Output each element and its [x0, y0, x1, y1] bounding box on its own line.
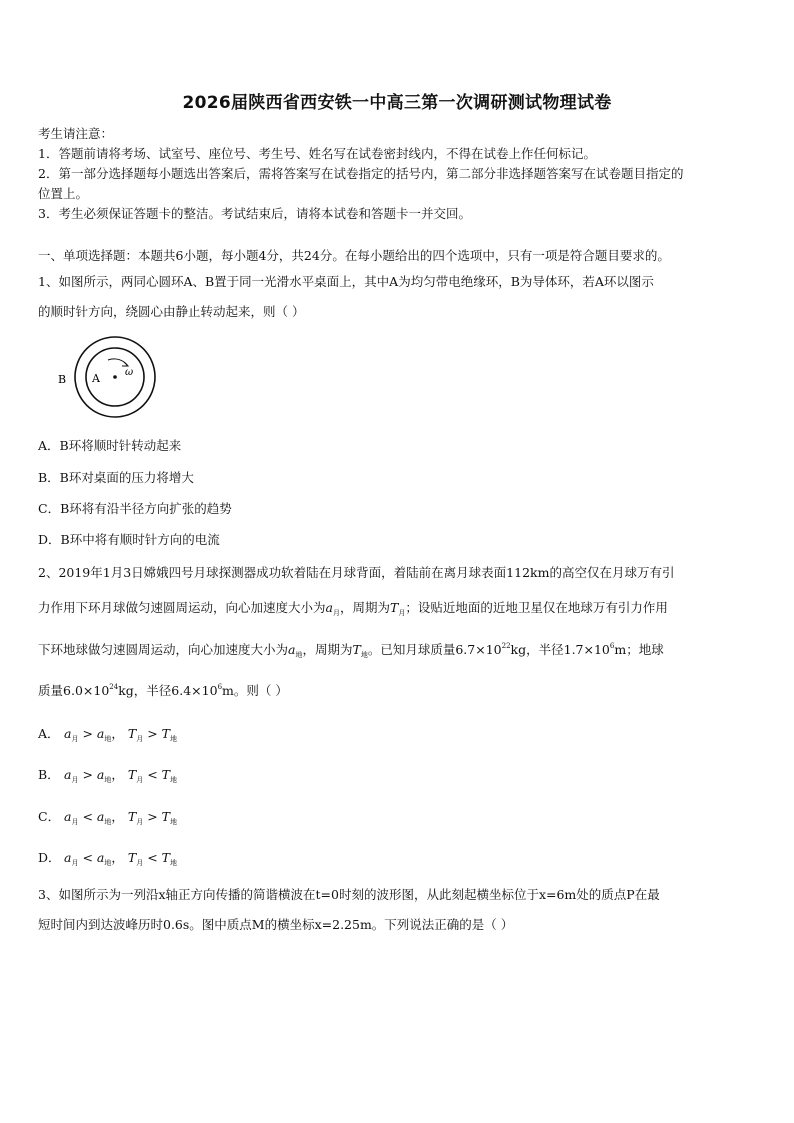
q2-option-b: B． $a_月 > a_地$， $T_月 < T_地$: [38, 767, 177, 784]
q1-stem-line-1: 1、如图所示，两同心圆环A、B置于同一光滑水平桌面上，其中A为均匀带电绝缘环，B为导体环，若A环以图示: [38, 274, 654, 289]
notice-item-2: 2．第一部分选择题每小题选出答案后，需将答案写在试卷指定的括号内，第二部分非选择题答案写在试卷题目指定的: [38, 166, 684, 181]
q2-stem-line-4: 质量$6.0\times 10^{24}kg$，半径$6.4\times 10^6m$。则（ ）: [38, 683, 288, 698]
page-title: 2026届陕西省西安铁一中高三第一次调研测试物理试卷: [182, 93, 612, 113]
q1-option-a: A．B环将顺时针转动起来: [38, 438, 182, 453]
moon-mass: 6.7×10: [455, 642, 502, 657]
q2-stem-line-3: 下环地球做匀速圆周运动，向心加速度大小为$a_地$，周期为$T_地$。已知月球质量$6.7\times 10^{22}kg$，半径$1.7\times 10^6m$；地球: [38, 642, 664, 659]
notice-heading: 考生请注意：: [38, 126, 114, 141]
q2-option-d: D． $a_月 < a_地$， $T_月 < T_地$: [38, 850, 177, 867]
q3-stem-line-2: 短时间内到达波峰历时0.6s。图中质点M的横坐标x=2.25m。下列说法正确的是（ ）: [38, 917, 514, 932]
concentric-rings-figure: [52, 334, 162, 424]
earth-radius: 6.4×10: [171, 683, 218, 698]
q1-option-d: D．B环中将有顺时针方向的电流: [38, 532, 220, 547]
q2-option-c: C． $a_月 < a_地$， $T_月 > T_地$: [38, 809, 177, 826]
notice-item-3: 3．考生必须保证答题卡的整洁。考试结束后，请将本试卷和答题卡一并交回。: [38, 206, 471, 221]
ring-a-label: A: [92, 372, 100, 385]
q1-option-c: C．B环将有沿半径方向扩张的趋势: [38, 501, 232, 516]
q2-stem-line-1: 2、2019年1月3日嫦娥四号月球探测器成功软着陆在月球背面，着陆前在离月球表面112km的高空仅在月球万有引: [38, 565, 675, 580]
notice-item-1: 1．答题前请将考场、试室号、座位号、考生号、姓名写在试卷密封线内，不得在试卷上作任何标记。: [38, 146, 596, 161]
q2-option-a: A． $a_月 > a_地$， $T_月 > T_地$: [38, 726, 177, 743]
section-heading: 一、单项选择题：本题共6小题，每小题4分，共24分。在每小题给出的四个选项中，只有一项是符合题目要求的。: [38, 248, 670, 263]
q1-stem-line-2: 的顺时针方向，绕圆心由静止转动起来，则（ ）: [38, 304, 305, 319]
moon-radius: 1.7×10: [563, 642, 610, 657]
ring-b-label: B: [58, 373, 67, 386]
q2-stem-line-2: 力作用下环月球做匀速圆周运动，向心加速度大小为$a_月$，周期为$T_月$；设贴近地面的近地卫星仅在地球万有引力作用: [38, 600, 668, 617]
q3-stem-line-1: 3、如图所示为一列沿x轴正方向传播的简谐横波在t=0时刻的波形图，从此刻起横坐标位于x=6m处的质点P在最: [38, 887, 660, 902]
orbit-height: 112km: [506, 565, 550, 580]
notice-item-2-cont: 位置上。: [38, 186, 89, 201]
q1-option-b: B．B环对桌面的压力将增大: [38, 470, 194, 485]
earth-mass: 6.0×10: [63, 683, 110, 698]
omega-label: ω: [125, 367, 134, 378]
